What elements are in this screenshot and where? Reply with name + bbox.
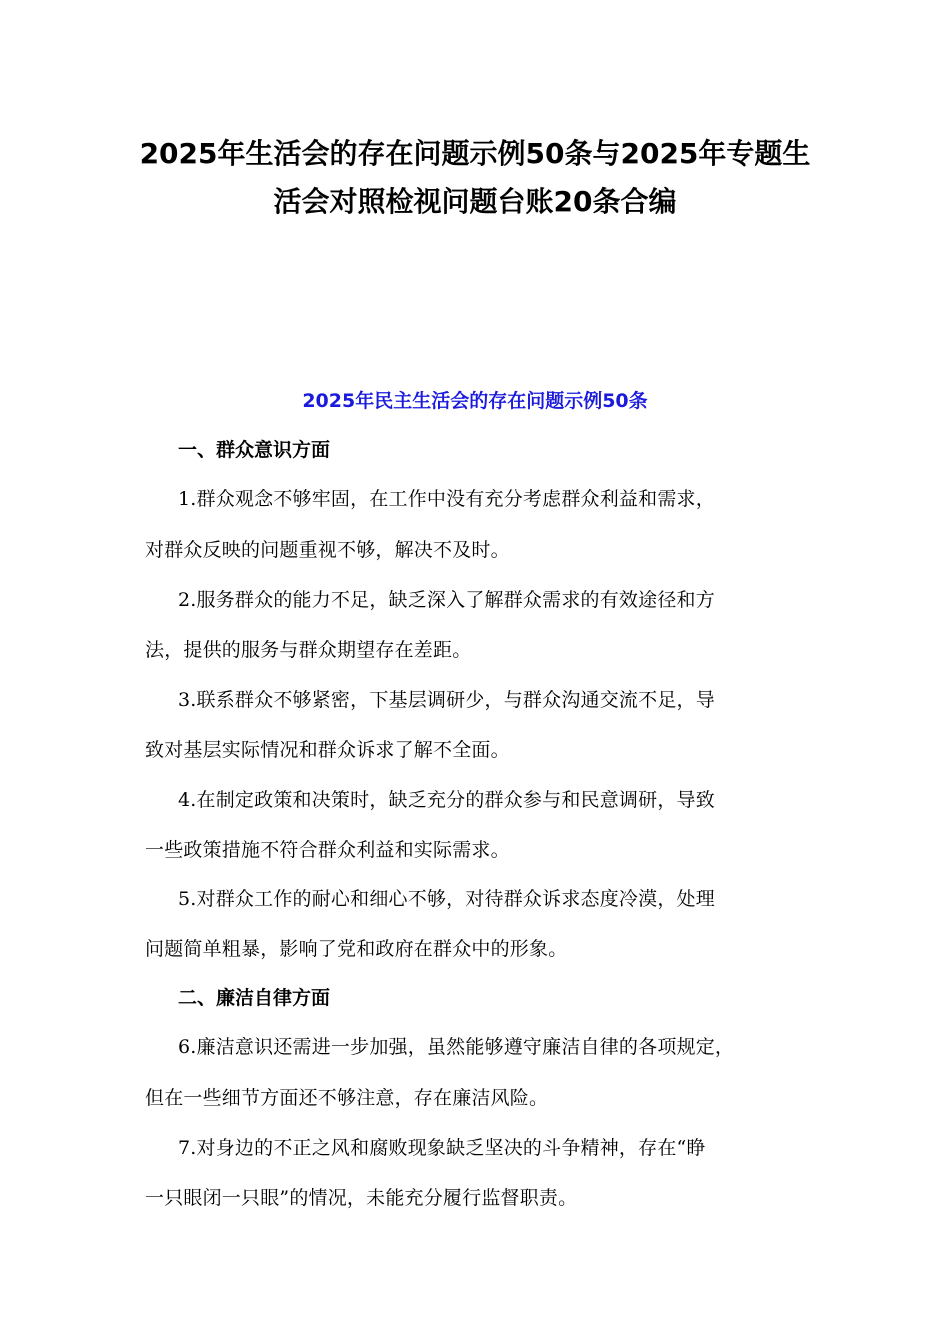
item-2-line-2: 法，提供的服务与群众期望存在差距。 — [145, 639, 472, 661]
item-6-line-1: 6.廉洁意识还需进一步加强，虽然能够遵守廉洁自律的各项规定， — [178, 1036, 735, 1058]
heading-mass-awareness: 一、群众意识方面 — [178, 439, 331, 461]
item-2-line-1: 2.服务群众的能力不足，缺乏深入了解群众需求的有效途径和方 — [178, 589, 715, 611]
item-3-line-1: 3.联系群众不够紧密，下基层调研少，与群众沟通交流不足，导 — [178, 689, 715, 711]
item-1-line-1: 1.群众观念不够牢固，在工作中没有充分考虑群众利益和需求， — [178, 488, 715, 510]
item-7-line-1: 7.对身边的不正之风和腐败现象缺乏坚决的斗争精神，存在“睁 — [178, 1137, 706, 1159]
document-title-line-1: 2025年生活会的存在问题示例50条与2025年专题生 — [139, 137, 811, 170]
heading-integrity-self-discipline: 二、廉洁自律方面 — [178, 987, 331, 1009]
item-4-line-2: 一些政策措施不符合群众利益和实际需求。 — [145, 839, 510, 861]
item-1-line-2: 对群众反映的问题重视不够，解决不及时。 — [145, 539, 510, 561]
document-title-line-2: 活会对照检视问题台账20条合编 — [273, 185, 677, 218]
item-5-line-2: 问题简单粗暴，影响了党和政府在群众中的形象。 — [145, 938, 568, 960]
item-6-line-2: 但在一些细节方面还不够注意，存在廉洁风险。 — [145, 1087, 549, 1109]
item-5-line-1: 5.对群众工作的耐心和细心不够，对待群众诉求态度冷漠，处理 — [178, 888, 715, 910]
section-title: 2025年民主生活会的存在问题示例50条 — [302, 390, 648, 412]
item-7-line-2: 一只眼闭一只眼”的情况，未能充分履行监督职责。 — [145, 1187, 578, 1209]
item-3-line-2: 致对基层实际情况和群众诉求了解不全面。 — [145, 739, 510, 761]
item-4-line-1: 4.在制定政策和决策时，缺乏充分的群众参与和民意调研，导致 — [178, 789, 715, 811]
